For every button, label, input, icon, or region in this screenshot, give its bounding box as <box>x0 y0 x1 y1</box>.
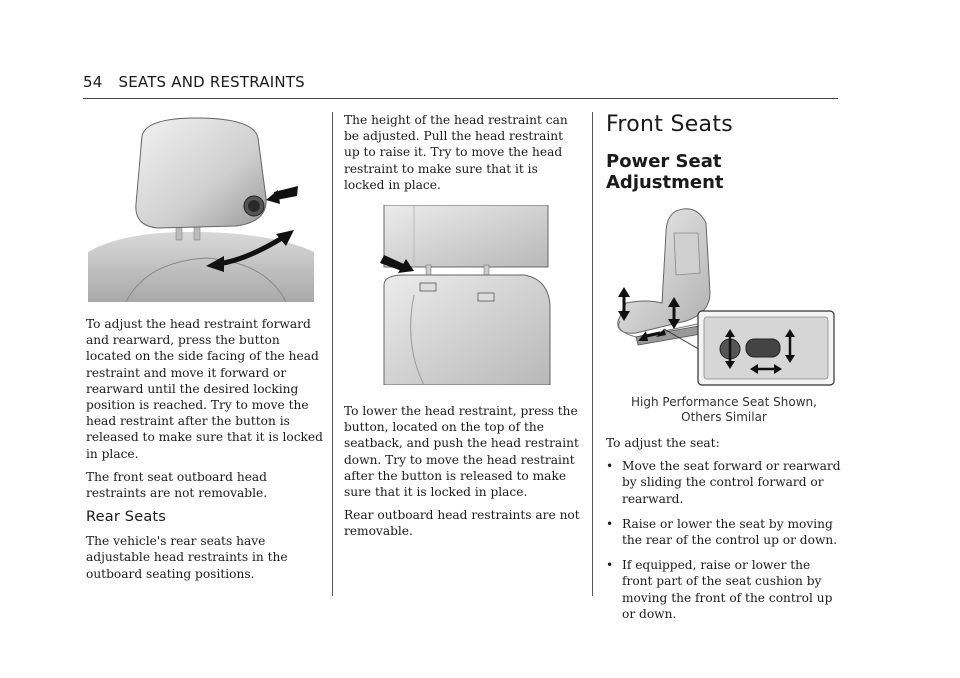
paragraph-height-adjust: The height of the head restraint can be adjusted. Pull the head restraint up to raise it. Try to move the head restraint to make sure that it is locked in place. <box>344 113 568 192</box>
bullet-text: If equipped, raise or lower the front part of the seat cushion by moving the front of the control up or down. <box>622 558 833 621</box>
list-item <box>606 557 842 622</box>
column-2 <box>344 112 580 547</box>
bullet-dot: • <box>606 558 614 573</box>
bullet-dot: • <box>606 459 614 474</box>
bullet-dot: • <box>606 516 614 531</box>
adjust-bullet-list <box>606 458 842 622</box>
paragraph-front-outboard: The front seat outboard head restraints are not removable. <box>86 469 268 501</box>
power-seat-figure <box>606 203 836 389</box>
paragraph-lower-restraint: To lower the head restraint, press the button, located on the top of the seatback, and push the head restraint down. Try to move the head restraint after the button is released to make sure that it is locked in place. <box>344 404 579 500</box>
header-rule <box>83 98 838 99</box>
page-number: 54 <box>83 73 103 91</box>
paragraph-head-restraint-forward: To adjust the head restraint forward and rearward, press the button located on the side facing of the head restraint and move it forward or rearward until the desired locking position is reached. Try to move the head restraint after the button is released to make sure that it is locked in place. <box>86 317 323 461</box>
bullet-text: Raise or lower the seat by moving the rear of the control up or down. <box>622 516 838 548</box>
bullet-text: Move the seat forward or rearward by sliding the control forward or rearward. <box>622 459 841 506</box>
head-restraint-side-figure <box>86 112 314 302</box>
paragraph-rear-outboard: Rear outboard head restraints are not removable. <box>344 508 580 539</box>
column-3 <box>606 112 842 631</box>
caption-line-1: High Performance Seat Shown, <box>631 395 817 409</box>
column-divider-1 <box>332 112 333 596</box>
heading-power-seat-adjustment: Power Seat Adjustment <box>606 151 724 193</box>
heading-front-seats: Front Seats <box>606 112 734 137</box>
figure-caption <box>606 395 842 425</box>
list-item <box>606 516 842 548</box>
head-restraint-posts-figure <box>344 205 580 385</box>
list-item <box>606 458 842 507</box>
caption-line-2: Others Similar <box>681 410 767 424</box>
heading-rear-seats: Rear Seats <box>86 509 167 526</box>
paragraph-rear-seats: The vehicle's rear seats have adjustable head restraints in the outboard seating positions. <box>86 534 288 581</box>
paragraph-adjust-intro: To adjust the seat: <box>606 436 720 450</box>
page-header <box>83 72 838 91</box>
column-divider-2 <box>592 112 593 596</box>
column-1 <box>86 112 326 589</box>
section-title: SEATS AND RESTRAINTS <box>118 73 305 91</box>
